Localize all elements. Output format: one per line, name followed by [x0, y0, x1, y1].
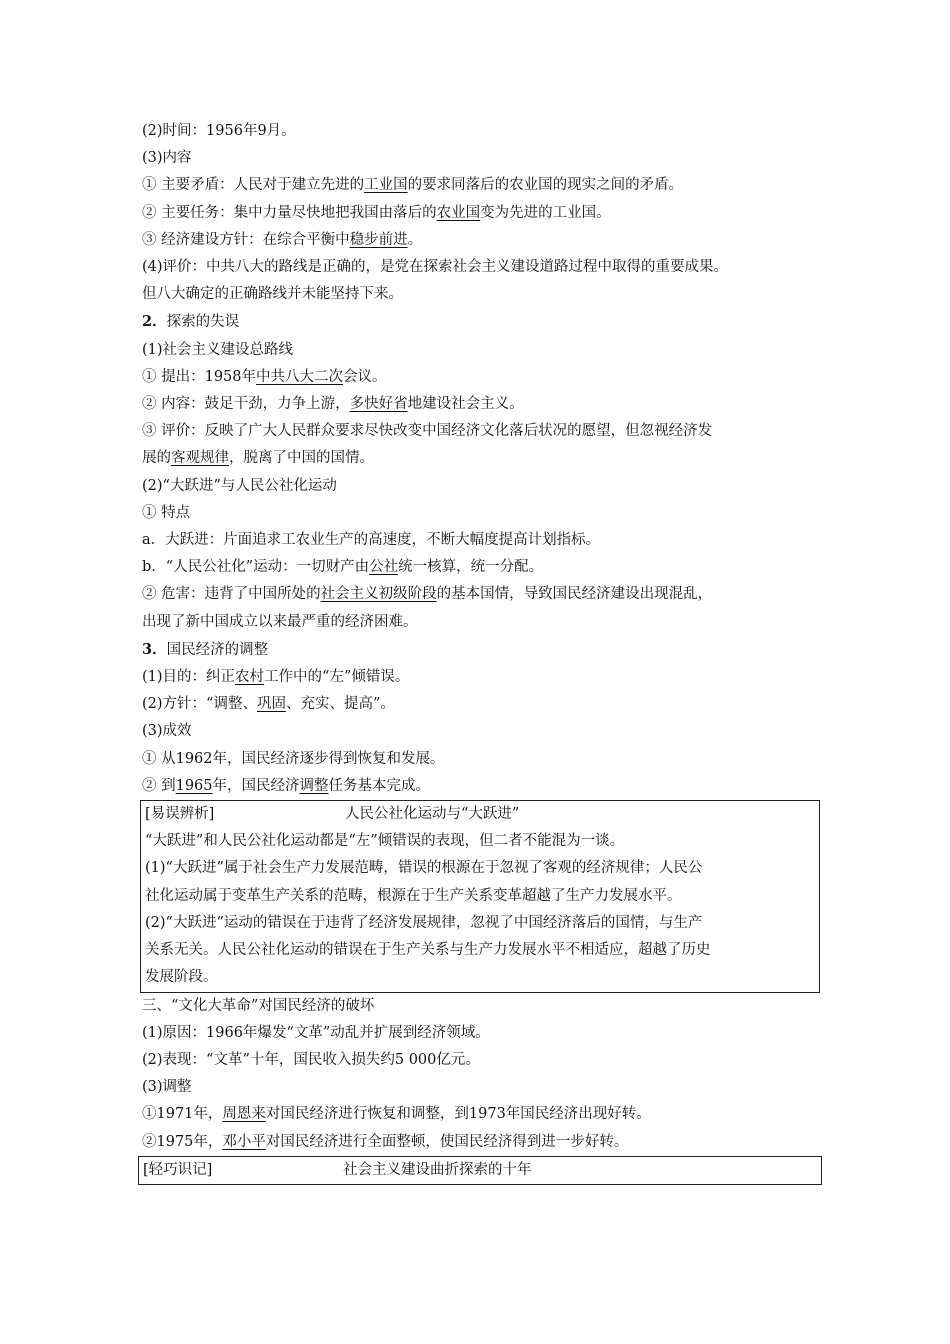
- text-segment: 2．: [142, 313, 167, 331]
- text-line: [142, 145, 814, 172]
- text-line: [142, 718, 814, 745]
- text-segment: ③ 评价：反映了广大人民群众要求尽快改变中国经济文化落后状况的愿望，但忽视经济发: [142, 423, 713, 440]
- text-line: [142, 364, 814, 391]
- underlined-keyword: 农业国: [436, 204, 481, 221]
- underlined-keyword: 社会主义初级阶段: [320, 586, 437, 603]
- underlined-keyword: 中共八大二次: [256, 368, 344, 385]
- text-line: [142, 581, 814, 608]
- text-segment: a．大跃进：片面追求工农业生产的高速度，不断大幅度提高计划指标。: [142, 532, 601, 549]
- text-line: [142, 1047, 814, 1074]
- text-segment: ① 主要矛盾：人民对于建立先进的: [142, 177, 365, 194]
- text-segment: ③ 经济建设方针：在综合平衡中: [142, 231, 350, 248]
- underlined-keyword: 调整: [299, 777, 329, 794]
- tip-box-line: 发展阶段。: [145, 969, 218, 986]
- text-line: [142, 609, 814, 636]
- text-segment: (2)方针：“调整、: [142, 696, 257, 713]
- tip-box-line: 社化运动属于变革生产关系的范畴，根源在于生产关系变革超越了生产力发展水平。: [145, 887, 682, 904]
- section-cultural-revolution: [142, 993, 814, 1156]
- underlined-keyword: 周恩来: [222, 1106, 266, 1123]
- tip-box-memory: [138, 1156, 822, 1185]
- text-segment: ②1975年，: [142, 1133, 223, 1150]
- tip-box-body: [145, 828, 819, 991]
- text-line: [142, 337, 814, 364]
- text-segment: 展的: [142, 450, 171, 467]
- underlined-keyword: 巩固: [256, 696, 286, 713]
- text-segment: (1)原因：1966年爆发“文革”动乱并扩展到经济领域。: [142, 1024, 490, 1041]
- text-line: [142, 254, 814, 281]
- text-segment: ，脱离了中国的国情。: [229, 450, 374, 467]
- underlined-keyword: 多快好省: [349, 396, 408, 413]
- tip-box-line: “大跃进”和人民公社化运动都是“左”倾错误的表现，但二者不能混为一谈。: [145, 833, 625, 850]
- text-line: [142, 118, 814, 145]
- text-line: [142, 391, 814, 418]
- tip-box-title: 人民公社化运动与“大跃进”: [345, 806, 520, 823]
- underlined-keyword: 邓小平: [222, 1133, 266, 1150]
- document-page: [142, 118, 814, 1185]
- text-segment: ② 主要任务：集中力量尽快地把我国由落后的: [142, 204, 437, 221]
- underlined-keyword: 工业国: [364, 177, 408, 194]
- text-segment: 、充实、提高”。: [285, 696, 395, 713]
- tip-box-header: [143, 1157, 821, 1184]
- text-line: [142, 746, 814, 773]
- underlined-keyword: 农村: [235, 669, 265, 686]
- tip-box-mistake-analysis: [140, 800, 820, 992]
- text-segment: (1)社会主义建设总路线: [142, 341, 294, 358]
- text-segment: ① 提出：1958年: [142, 368, 257, 385]
- text-line: [142, 1074, 814, 1101]
- text-line: [142, 691, 814, 718]
- underlined-keyword: 客观规律: [171, 450, 229, 467]
- text-line: [142, 554, 814, 581]
- text-segment: 会议。: [343, 368, 387, 385]
- text-line: [142, 773, 814, 800]
- tip-box-title: 社会主义建设曲折探索的十年: [343, 1161, 532, 1178]
- text-segment: ② 到: [142, 777, 176, 794]
- text-segment: 3．: [142, 640, 167, 658]
- tip-box-header: [145, 801, 819, 828]
- text-segment: 出现了新中国成立以来最严重的经济困难。: [142, 613, 418, 630]
- text-segment: (2)“大跃进”与人民公社化运动: [142, 477, 337, 494]
- text-segment: 对国民经济进行全面整顿，使国民经济得到进一步好转。: [265, 1133, 629, 1150]
- text-line: [142, 993, 814, 1020]
- text-segment: 。: [407, 231, 423, 248]
- text-segment: (3)成效: [142, 723, 192, 740]
- text-segment: ① 特点: [142, 504, 191, 521]
- tip-box-tag: [轻巧识记]: [143, 1161, 213, 1178]
- text-segment: (4)评价：中共八大的路线是正确的，是党在探索社会主义建设道路过程中取得的重要成果。: [142, 259, 729, 276]
- tip-box-line: (1)“大跃进”属于社会生产力发展范畴，错误的根源在于忽视了客观的经济规律；人民公: [145, 860, 703, 877]
- text-segment: ② 危害：违背了中国所处的: [142, 586, 321, 603]
- text-line: [142, 172, 814, 199]
- text-line: [142, 418, 814, 445]
- text-line: [142, 473, 814, 500]
- text-segment: 国民经济的调整: [166, 641, 269, 658]
- text-segment: b．“人民公社化”运动：一切财产由: [142, 559, 370, 576]
- text-segment: 对国民经济进行恢复和调整，到1973年国民经济出现好转。: [265, 1106, 651, 1123]
- text-line: [142, 308, 814, 336]
- text-segment: ② 内容：鼓足干劲，力争上游，: [142, 396, 350, 413]
- tip-box-line: (2)“大跃进”运动的错误在于违背了经济发展规律，忽视了中国经济落后的国情，与生产: [145, 914, 703, 931]
- text-segment: 统一核算，统一分配。: [398, 559, 544, 576]
- text-segment: 任务基本完成。: [328, 777, 431, 794]
- text-line: [142, 636, 814, 664]
- text-segment: 的要求同落后的农业国的现实之间的矛盾。: [407, 177, 684, 194]
- text-segment: ①1971年，: [142, 1106, 223, 1123]
- tip-box-line: 关系无关。人民公社化运动的错误在于生产关系与生产力发展水平不相适应，超越了历史: [145, 942, 711, 959]
- text-line: [142, 500, 814, 527]
- text-line: [142, 664, 814, 691]
- text-segment: 年，国民经济: [212, 777, 300, 794]
- text-segment: 但八大确定的正确路线并未能坚持下来。: [142, 286, 403, 303]
- text-line: [142, 445, 814, 472]
- tip-box-tag: [易误辨析]: [145, 806, 215, 823]
- underlined-keyword: 稳步前进: [349, 231, 408, 248]
- text-line: [142, 527, 814, 554]
- text-segment: 探索的失误: [166, 314, 240, 331]
- text-segment: 地建设社会主义。: [407, 396, 524, 413]
- text-segment: 的基本国情，导致国民经济建设出现混乱，: [436, 586, 713, 603]
- underlined-keyword: 1965: [175, 777, 213, 794]
- text-segment: (2)时间：1956年9月。: [142, 123, 296, 139]
- section-economy-exploration: [142, 118, 814, 800]
- text-segment: ① 从1962年，国民经济逐步得到恢复和发展。: [142, 750, 445, 767]
- text-segment: 三、“文化大革命”对国民经济的破坏: [142, 997, 375, 1014]
- underlined-keyword: 公社: [369, 559, 399, 576]
- text-segment: 工作中的“左”倾错误。: [264, 669, 410, 686]
- text-line: [142, 1129, 814, 1156]
- text-line: [142, 1101, 814, 1128]
- text-segment: (3)调整: [142, 1079, 192, 1096]
- text-segment: (2)表现：“文革”十年，国民收入损失约5 000亿元。: [142, 1051, 480, 1068]
- text-line: [142, 227, 814, 254]
- text-segment: 变为先进的工业国。: [480, 204, 611, 221]
- text-line: [142, 1020, 814, 1047]
- text-segment: (3)内容: [142, 150, 192, 167]
- text-line: [142, 281, 814, 308]
- text-line: [142, 200, 814, 227]
- text-segment: (1)目的：纠正: [142, 669, 236, 686]
